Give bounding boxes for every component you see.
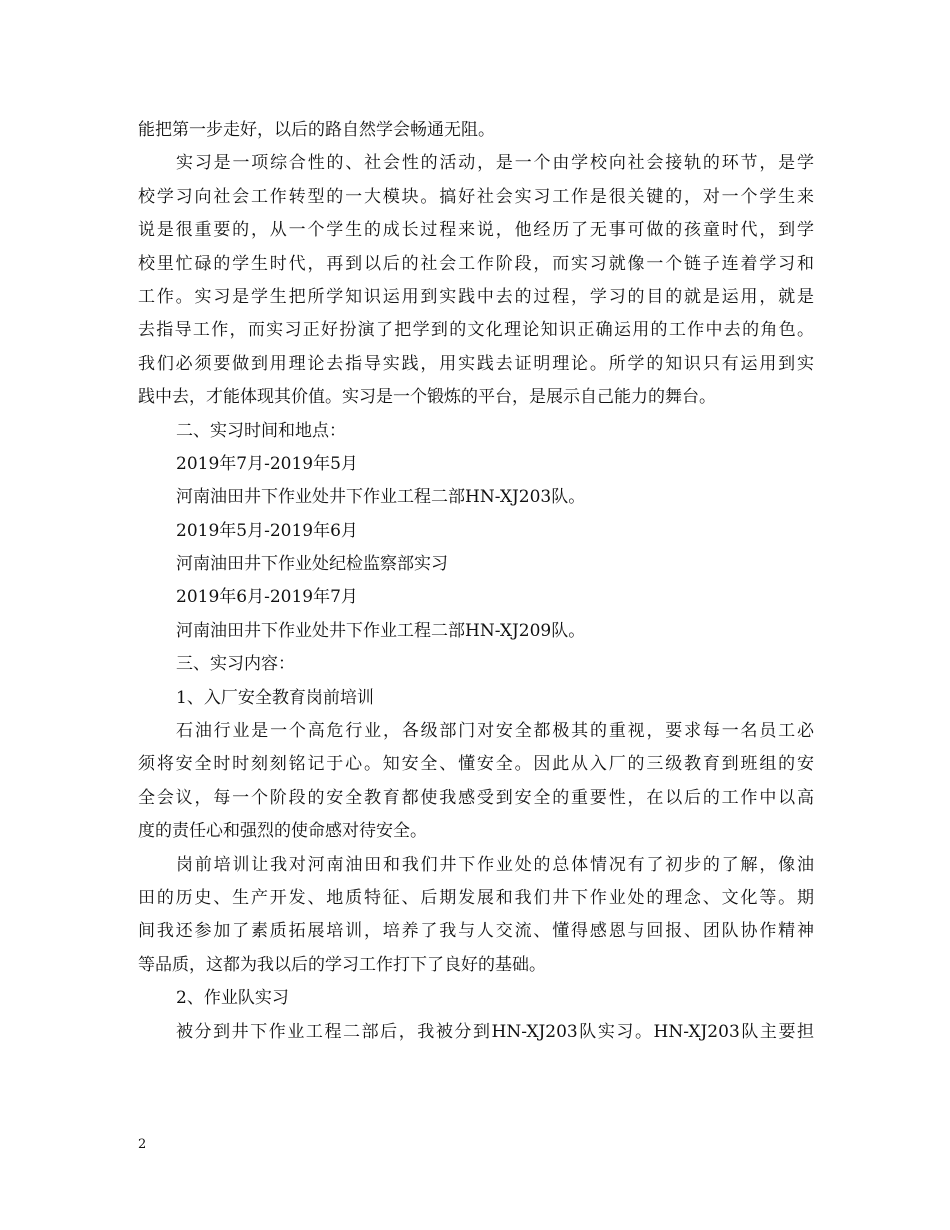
text-line: 校学习向社会工作转型的一大模块。搞好社会实习工作是很关键的，对一个学生来 bbox=[138, 186, 814, 207]
text-line: 河南油田井下作业处纪检监察部实习 bbox=[176, 554, 448, 575]
text-line: 三、实习内容： bbox=[176, 654, 295, 675]
text-line: 田的历史、生产开发、地质特征、后期发展和我们井下作业处的理念、文化等。期 bbox=[138, 887, 814, 908]
text-line: 实习是一项综合性的、社会性的活动，是一个由学校向社会接轨的环节，是学 bbox=[176, 153, 814, 174]
text-line: 能把第一步走好，以后的路自然学会畅通无阻。 bbox=[138, 120, 495, 140]
text-line: 践中去，才能体现其价值。实习是一个锻炼的平台，是展示自己能力的舞台。 bbox=[138, 387, 716, 408]
text-line: 二、实习时间和地点： bbox=[176, 420, 346, 441]
text-line: 2、作业队实习 bbox=[176, 988, 289, 1009]
text-line: 我们必须要做到用理论去指导实践，用实践去证明理论。所学的知识只有运用到实 bbox=[138, 353, 814, 374]
text-line: 工作。实习是学生把所学知识运用到实践中去的过程，学习的目的就是运用，就是 bbox=[138, 286, 814, 307]
text-line: 度的责任心和强烈的使命感对待安全。 bbox=[138, 821, 427, 842]
text-line: 河南油田井下作业处井下作业工程二部HN-XJ203队。 bbox=[176, 487, 586, 508]
text-line: 岗前培训让我对河南油田和我们井下作业处的总体情况有了初步的了解，像油 bbox=[176, 854, 814, 875]
text-line: 去指导工作，而实习正好扮演了把学到的文化理论知识正确运用的工作中去的角色。 bbox=[138, 320, 814, 341]
text-line: 1、入厂安全教育岗前培训 bbox=[176, 687, 374, 708]
document-body bbox=[138, 114, 814, 1049]
text-line: 2019年5月-2019年6月 bbox=[176, 520, 358, 541]
text-line: 校里忙碌的学生时代，再到以后的社会工作阶段，而实习就像一个链子连着学习和 bbox=[138, 253, 814, 274]
text-line: 河南油田井下作业处井下作业工程二部HN-XJ209队。 bbox=[176, 620, 586, 641]
text-line: 间我还参加了素质拓展培训，培养了我与人交流、懂得感恩与回报、团队协作精神 bbox=[138, 921, 814, 942]
text-line: 石油行业是一个高危行业，各级部门对安全都极其的重视，要求每一名员工必 bbox=[176, 721, 814, 742]
text-line: 须将安全时时刻刻铭记于心。知安全、懂安全。因此从入厂的三级教育到班组的安 bbox=[138, 754, 814, 775]
page-number: 2 bbox=[138, 1137, 147, 1152]
text-line: 2019年7月-2019年5月 bbox=[176, 453, 358, 474]
text-line: 2019年6月-2019年7月 bbox=[176, 587, 358, 608]
text-line: 说是很重要的，从一个学生的成长过程来说，他经历了无事可做的孩童时代，到学 bbox=[138, 220, 814, 241]
text-line: 全会议，每一个阶段的安全教育都使我感受到安全的重要性，在以后的工作中以高 bbox=[138, 787, 814, 808]
text-line: 等品质，这都为我以后的学习工作打下了良好的基础。 bbox=[138, 954, 546, 975]
text-line: 被分到井下作业工程二部后，我被分到HN-XJ203队实习。HN-XJ203队主要担 bbox=[176, 1021, 814, 1042]
